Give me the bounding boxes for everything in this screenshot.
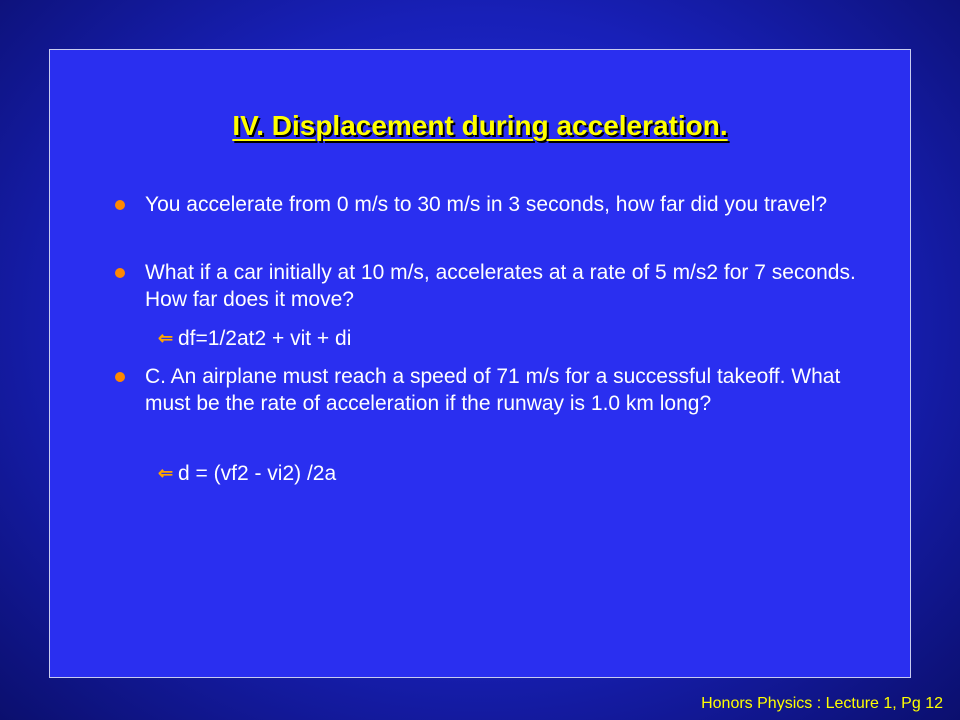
bullet-item — [117, 191, 857, 218]
arrow-left-icon: ⇐ — [158, 463, 174, 483]
bullet-text: You accelerate from 0 m/s to 30 m/s in 3 seconds, how far did you travel? — [145, 193, 828, 216]
sub-bullet-item — [158, 325, 351, 352]
arrow-left-icon: ⇐ — [158, 328, 174, 348]
sub-bullet-item — [158, 460, 336, 487]
slide-title: IV. Displacement during acceleration. — [232, 110, 728, 141]
sub-bullet-text: df=1/2at2 + vit + di — [178, 327, 352, 350]
bullet-list — [50, 50, 910, 677]
slide-footer: Honors Physics : Lecture 1, Pg 12 — [701, 695, 943, 712]
sub-bullet-text: d = (vf2 - vi2) /2a — [178, 462, 337, 485]
slide-frame — [49, 49, 911, 678]
bullet-text: C. An airplane must reach a speed of 71 m/s for a successful takeoff. What must be the rate of acceleration if the runway is 1.0 km long? — [145, 365, 841, 415]
bullet-text: What if a car initially at 10 m/s, accelerates at a rate of 5 m/s2 for 7 seconds. How far does it move? — [145, 261, 856, 311]
bullet-dot-icon — [115, 200, 125, 210]
bullet-dot-icon — [115, 268, 125, 278]
bullet-item — [117, 363, 857, 417]
bullet-dot-icon — [115, 372, 125, 382]
bullet-item — [117, 259, 857, 313]
